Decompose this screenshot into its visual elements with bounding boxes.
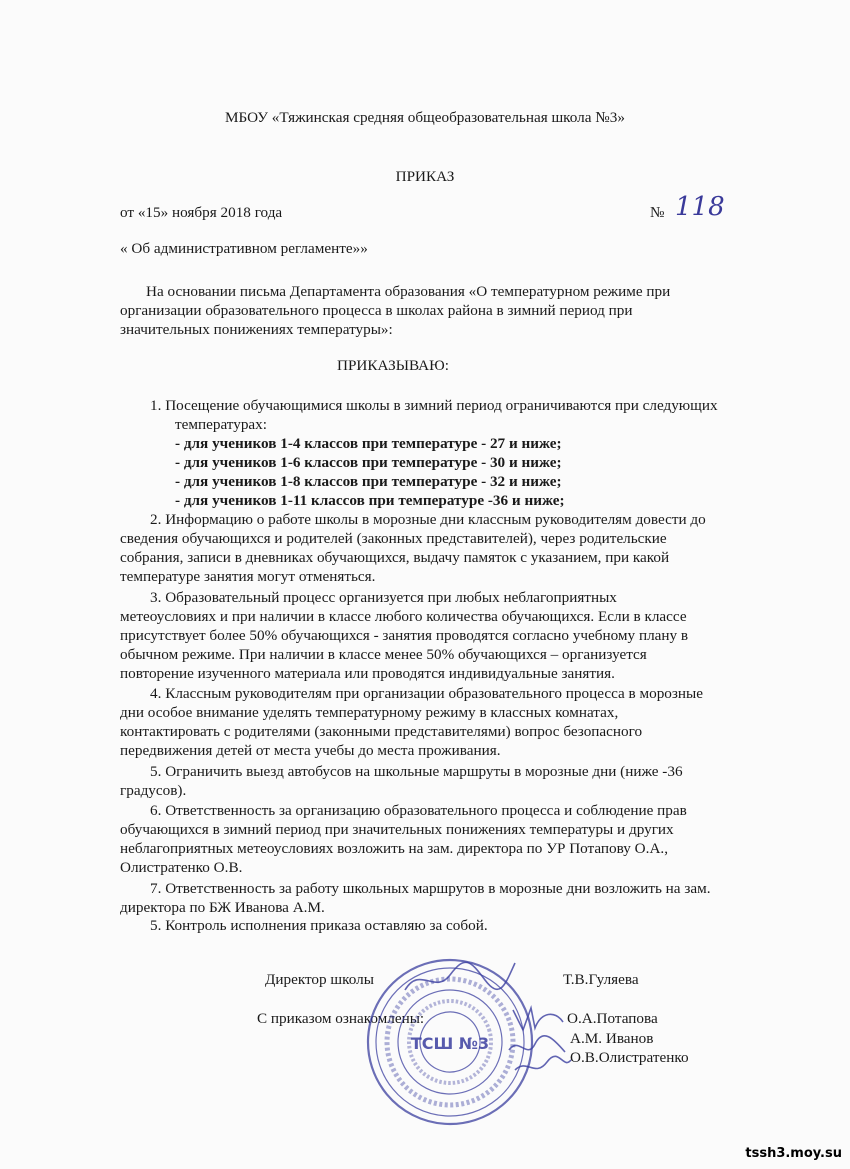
item-line: 6. Ответственность за организацию образовательного процесса и соблюдение прав	[150, 802, 687, 819]
item-line: Олистратенко О.В.	[120, 859, 243, 876]
acquainted-signatures	[505, 1000, 575, 1080]
item-line: обычном режиме. При наличии в классе менее 50% обучающихся – организуется	[120, 646, 647, 663]
acquainted-name: О.А.Потапова	[567, 1010, 658, 1027]
item-line: 5. Ограничить выезд автобусов на школьные маршруты в морозные дни (ниже -36	[150, 763, 683, 780]
temperature-rule: - для учеников 1-6 классов при температуре - 30 и ниже;	[175, 454, 562, 471]
document-title: ПРИКАЗ	[395, 168, 455, 185]
basis-line: организации образовательного процесса в школах района в зимний период при	[120, 302, 633, 319]
acquainted-name: А.М. Иванов	[570, 1030, 654, 1047]
item-line: 1. Посещение обучающимися школы в зимний период ограничиваются при следующих	[150, 397, 718, 414]
item-line: температурах:	[175, 416, 267, 433]
item-line: 4. Классным руководителям при организации образовательного процесса в морозные	[150, 685, 703, 702]
temperature-rule: - для учеников 1-8 классов при температуре - 32 и ниже;	[175, 473, 562, 490]
site-watermark: tssh3.moy.su	[745, 1146, 842, 1161]
director-signature	[400, 955, 520, 1000]
school-header: МБОУ «Тяжинская средняя общеобразовательная школа №3»	[225, 109, 625, 126]
order-number: 118	[675, 192, 725, 222]
acquainted-label: С приказом ознакомлены:	[257, 1010, 425, 1027]
subject-line: « Об административном регламенте»»	[120, 240, 368, 257]
item-line: присутствует более 50% обучающихся - занятия проводятся согласно учебному плану в	[120, 627, 689, 644]
item-line: передвижения детей от места учебы до места проживания.	[120, 742, 501, 759]
number-label: №	[650, 204, 665, 221]
item-line: дни особое внимание уделять температурному режиму в классных комнатах,	[120, 704, 619, 721]
item-line: 5. Контроль исполнения приказа оставляю за собой.	[150, 917, 488, 934]
date-line: от «15» ноября 2018 года	[120, 204, 283, 221]
item-line: директора по БЖ Иванова А.М.	[120, 899, 325, 916]
basis-line: На основании письма Департамента образования «О температурном режиме при	[146, 283, 671, 300]
item-line: 2. Информацию о работе школы в морозные дни классным руководителям довести до	[150, 511, 706, 528]
director-name: Т.В.Гуляева	[563, 971, 639, 988]
item-line: обучающихся в зимний период при значительных понижениях температуры и других	[120, 821, 674, 838]
order-word: ПРИКАЗЫВАЮ:	[337, 357, 449, 374]
item-line: 3. Образовательный процесс организуется при любых неблагоприятных	[150, 589, 617, 606]
item-line: градусов).	[120, 782, 187, 799]
basis-line: значительных понижениях температуры»:	[120, 321, 393, 338]
item-line: сведения обучающихся и родителей (законных представителей), через родительские	[120, 530, 667, 547]
item-line: температуре занятия могут отменяться.	[120, 568, 376, 585]
item-line: контактировать с родителями (законными представителями) вопрос безопасного	[120, 723, 643, 740]
temperature-rule: - для учеников 1-4 классов при температуре - 27 и ниже;	[175, 435, 562, 452]
item-line: метеоусловиях и при наличии в классе любого количества обучающихся. Если в классе	[120, 608, 687, 625]
item-line: повторение изученного материала или проводятся индивидуальные занятия.	[120, 665, 615, 682]
item-line: 7. Ответственность за работу школьных маршрутов в морозные дни возложить на зам.	[150, 880, 711, 897]
acquainted-name: О.В.Олистратенко	[570, 1049, 689, 1066]
temperature-rule: - для учеников 1-11 классов при температуре -36 и ниже;	[175, 492, 565, 509]
item-line: неблагоприятных метеоусловиях возложить на зам. директора по УР Потапову О.А.,	[120, 840, 669, 857]
director-role: Директор школы	[265, 971, 374, 988]
stamp-center-text: ТСШ №3	[410, 1034, 490, 1053]
item-line: собрания, записи в дневниках обучающихся, выдачу памяток с указанием, при какой	[120, 549, 670, 566]
